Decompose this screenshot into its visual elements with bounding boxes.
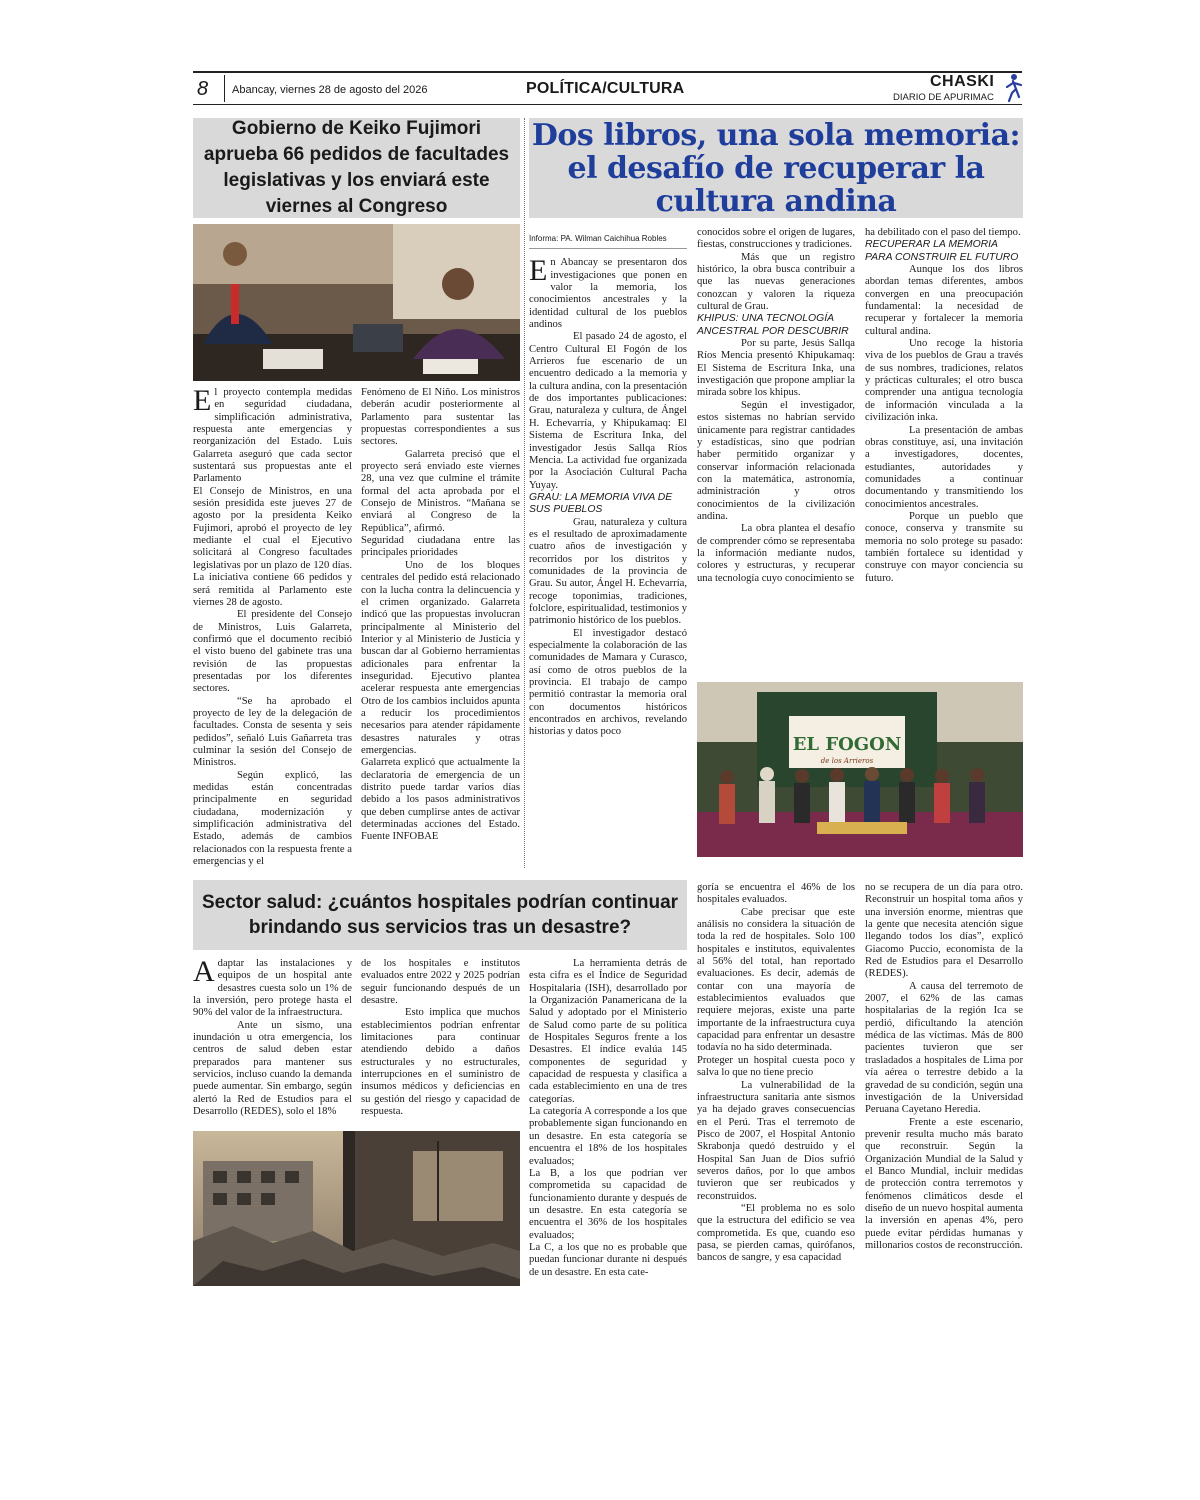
article1-column-1	[193, 384, 352, 868]
article3-column-2	[361, 958, 520, 1118]
paragraph: Aunque los dos libros abordan temas diferentes, ambos convergen en una preocupación fundamental: la necesidad de recuperar y fortalecer la memoria cultural andina.	[865, 264, 1023, 337]
paragraph: conocidos sobre el origen de lugares, fiestas, construcciones y tradiciones.	[697, 227, 855, 251]
article2-column-3	[865, 227, 1023, 585]
paragraph: Según el investigador, estos sistemas no habrían servido únicamente para registrar cantidades y estadísticas, sino que podrían haber permitido organizar y conservar información relacionada con la matemática, astronomía, administración y otros conocimientos de la civilización andina.	[697, 399, 855, 522]
article3-photo-destroyed-hospital	[193, 1131, 520, 1286]
newspaper-subtitle: DIARIO DE APURIMAC	[893, 92, 994, 103]
article3-headline: Sector salud: ¿cuántos hospitales podrían continuar brindando sus servicios tras un desastre?	[201, 892, 679, 938]
paragraph: La presentación de ambas obras constituye, así, una invitación a investigadores, docentes, estudiantes, autoridades y comunidades a continuar documentando y transmitiendo los conocimientos ancestrales.	[865, 424, 1023, 510]
paragraph: Esto implica que muchos establecimientos podrían enfrentar limitaciones para continuar atendiendo debido a daños estructurales y no estructurales, interrupciones en el suministro de insumos médicos y deficiencias en su gestión del riesgo y capacidad de respuesta.	[361, 1007, 520, 1118]
subheading: GRAU: LA MEMORIA VIVA DE SUS PUEBLOS	[529, 491, 673, 516]
paragraph: La C, a los que no es probable que puedan funcionar durante ni después de un desastre. En esta cate-	[529, 1241, 687, 1278]
subheading: Seguridad ciudadana entre las principales prioridades	[361, 535, 520, 559]
subheading: KHIPUS: UNA TECNOLOGÍA ANCESTRAL POR DESCUBRIR	[697, 313, 849, 337]
header-separator	[224, 75, 225, 102]
newspaper-brand: CHASKI	[930, 73, 995, 90]
paragraph: Por su parte, Jesús Sallqa Ríos Mencia presentó Khipukamaq: El Sistema de Escritura Inka, una investigación que propone ampliar la mirada sobre los khipus.	[697, 338, 855, 399]
paragraph: “El problema no es solo que la estructura del edificio se vea comprometida. Es que, cuando eso pasa, se pierden camas, quirófanos, bancos de sangre, y esa capacidad	[697, 1202, 855, 1264]
article2-headline: Dos libros, una sola memoria: el desafío de recuperar la cultura andina	[531, 117, 1021, 219]
section-title: POLÍTICA/CULTURA	[526, 80, 685, 97]
paragraph: La categoría A corresponde a los que probablemente sigan funcionando en un desastre. En esta categoría se encuentra el 18% de los hospitales evaluados;	[529, 1106, 687, 1167]
article3-headline-box	[193, 880, 687, 950]
paragraph: Cabe precisar que este análisis no considera la situación de toda la red de hospitales. Solo 100 hospitales e institutos, equivalentes al 56% del total, han reportado evaluaciones. Es decir, además de contar con una mayoría de establecimientos evaluados que requiere mejoras, existe una parte importante de la infraestructura cuya capacidad para enfrentar un desastre todavía no ha sido determinada.	[697, 906, 855, 1054]
paragraph: n Abancay se presentaron dos investigaciones que ponen en valor la memoria, los conocimientos ancestrales y la identidad cultural de los pueblos andinos	[529, 257, 687, 331]
paragraph: El presidente del Consejo de Ministros, Luis Galarreta, confirmó que el documento recibió el visto bueno del gabinete tras una revisión de las propuestas presentadas por los diferentes sectores.	[193, 609, 352, 695]
column-divider	[524, 118, 525, 868]
paragraph: goría se encuentra el 46% de los hospitales evaluados.	[697, 882, 855, 906]
sign-text: EL FOGON	[792, 734, 902, 755]
article3-column-3	[529, 958, 687, 1279]
dropcap: A	[193, 955, 215, 988]
paragraph: daptar las instalaciones y equipos de un hospital ante desastres cuesta solo un 1% de la inversión, pero protege hasta el 90% del valor de la infraestructura.	[193, 958, 352, 1019]
paragraph: Grau, naturaleza y cultura es el resultado de aproximadamente cuatro años de investigación y recorridos por los distritos y comunidades de la provincia de Grau. Su autor, Ángel H. Echevarría, recoge toponimias, tradiciones, folclore, espiritualidad, testimonios y patrimonio histórico de los pueblos.	[529, 516, 687, 627]
header-top-rule	[193, 71, 1022, 73]
paragraph: Uno de los bloques centrales del pedido está relacionado con la lucha contra la delincuencia y el crimen organizado. Galarreta indicó que las propuestas involucran principalmente al Ministerio del Interior y al Ministerio de Justicia y buscan dar al Gobierno herramientas adicionales para enfrentar la inseguridad. Ejecutivo plantea acelerar respuesta ante emergencias Otro de los cambios incluidos apunta a reducir los procedimientos necesarios para atender rápidamente desastres naturales y otras emergencias.	[361, 559, 520, 756]
article1-headline: Gobierno de Keiko Fujimori aprueba 66 pedidos de facultades legislativas y los enviará este viernes al Congreso	[203, 118, 510, 217]
dropcap: E	[529, 254, 548, 288]
paragraph: l proyecto contempla medidas en seguridad ciudadana, simplificación administrativa, respuesta ante emergencias y reorganización del Estado. Luis Galarreta aseguró que cada sector sustentará sus propuestas ante el Parlamento	[193, 387, 352, 485]
paragraph: Según explicó, las medidas están concentradas principalmente en seguridad ciudadana, modernización y simplificación administrativa del Estado, además de cambios relacionados con la respuesta frente a emergencias y el	[193, 769, 352, 868]
paragraph: “Se ha aprobado el proyecto de ley de la delegación de facultades. Consta de sesenta y seis pedidos”, señaló Luis Gañarreta tras culminar la sesión del Consejo de Ministros.	[193, 695, 352, 769]
page-number: 8	[197, 78, 209, 100]
paragraph: Fenómeno de El Niño. Los ministros deberán acudir posteriormente al Parlamento para sustentar las propuestas correspondientes a sus sectores.	[361, 387, 520, 448]
paragraph: La B, a los que podrían ver comprometida su capacidad de funcionamiento durante y después de un desastre. En esta categoría se encuentra el 36% de los hospitales evaluados;	[529, 1167, 687, 1241]
paragraph: La vulnerabilidad de la infraestructura sanitaria ante sismos ya ha dejado graves consecuencias en el Perú. Tras el terremoto de Pisco de 2007, el Hospital Antonio Skrabonja quedó destruido y el Hospital San Juan de Dios sufrió severos daños, por lo que ambos tuvieron que ser reubicados y reconstruidos.	[697, 1079, 855, 1202]
paragraph: Ante un sismo, una inundación u otra emergencia, los centros de salud deben estar preparados para mantener sus servicios, incluso cuando la demanda puede aumentar. Sin embargo, según alertó la Red de Estudios para el Desarrollo (REDES), solo el 18%	[193, 1019, 352, 1118]
subheading: RECUPERAR LA MEMORIA PARA CONSTRUIR EL FUTURO	[865, 239, 1019, 263]
header-bottom-rule	[193, 104, 1022, 105]
article2-column-1	[529, 233, 687, 739]
paragraph: Porque un pueblo que conoce, conserva y transmite su memoria no solo protege su pasado: también fortalece su identidad y construye con mayor conciencia su futuro.	[865, 510, 1023, 584]
subheading: Proteger un hospital cuesta poco y salva lo que no tiene precio	[697, 1054, 855, 1079]
paragraph: El pasado 24 de agosto, el Centro Cultural El Fogón de los Arrieros fue escenario de un encuentro dedicado a la memoria y la cultura andina, con la presentación de dos importantes publicaciones: Grau, naturaleza y cultura, de Ángel H. Echevarría, y Khipukamaq: El Sistema de Escritura Inka, del investigador Jesús Sallqa Ríos Mencia. La actividad fue organizada por la Asociación Cultural Pacha Yuyay.	[529, 331, 687, 491]
issue-date: Abancay, viernes 28 de agosto del 2026	[232, 84, 428, 96]
paragraph: Galarreta explicó que actualmente la declaratoria de emergencia de un distrito puede tardar varios días debido a los pasos administrativos que deben cumplirse antes de activar determinadas acciones del Estado. Fuente INFOBAE	[361, 757, 520, 843]
article3-column-1	[193, 955, 352, 1118]
article2-photo-book-presentation	[697, 682, 1023, 857]
paragraph: Galarreta precisó que el proyecto será enviado este viernes 28, una vez que culmine el trámite formal del acta aprobada por el Consejo de Ministros. “Mañana se enviará al Congreso de la República”, afirmó.	[361, 448, 520, 534]
paragraph: de los hospitales e institutos evaluados entre 2022 y 2025 podrían seguir funcionando después de un desastre.	[361, 958, 520, 1007]
paragraph: ha debilitado con el paso del tiempo.	[865, 227, 1021, 238]
sign-subtext: de los Arrieros	[820, 757, 874, 765]
paragraph: La herramienta detrás de esta cifra es el Índice de Seguridad Hospitalaria (ISH), desarrollado por la Organización Panamericana de la Salud y adoptado por el Ministerio de Salud como parte de su política de Hospitales Seguros frente a los Desastres. El índice evalúa 145 componentes de seguridad y capacidad de respuesta y clasifica a cada establecimiento en una de tres categorías.	[529, 958, 687, 1105]
article2-headline-box	[529, 118, 1023, 218]
paragraph: A causa del terremoto de 2007, el 62% de las camas hospitalarias de la región Ica se perdió, dificultando la atención médica de las víctimas. Más de 800 pacientes tuvieron que ser trasladados a hospitales de Lima por vía aérea o terrestre debido a la gravedad de su condición, según una investigación de la Universidad Peruana Cayetano Heredia.	[865, 980, 1023, 1116]
dropcap: E	[193, 384, 212, 417]
article3-column-4	[697, 882, 855, 1265]
chaski-runner-logo	[1003, 73, 1023, 103]
paragraph: no se recupera de un día para otro. Reconstruir un hospital toma años y una inversión enorme, mientras que la gente que necesita atención sigue llegando todos los días”, explicó Giacomo Puccio, economista de la Red de Estudios para el Desarrollo (REDES).	[865, 882, 1023, 980]
article1-headline-box	[193, 118, 520, 218]
paragraph: El Consejo de Ministros, en una sesión presidida este jueves 27 de agosto por la presidenta Keiko Fujimori, aprobó el proyecto de ley mediante el cual el Ejecutivo solicitará al Congreso facultades legislativas por un plazo de 120 días. La iniciativa contiene 66 pedidos y será remitida al Parlamento este viernes 28 de agosto.	[193, 485, 352, 608]
paragraph: Uno recoge la historia viva de los pueblos de Grau a través de sus nombres, tradiciones, relatos y prácticas culturales; el otro busca comprender una antigua tecnología de información vinculada a la civilización inka.	[865, 338, 1023, 424]
article2-column-2	[697, 227, 855, 585]
paragraph: El investigador destacó especialmente la colaboración de las comunidades de Mamara y Curasco, así como de otros pueblos de la provincia. El trabajo de campo permitió contrastar la memoria oral con documentos históricos encontrados en archivos, revelando historias y datos poco	[529, 627, 687, 738]
article3-column-5	[865, 882, 1023, 1252]
paragraph: La obra plantea el desafío de comprender cómo se representaba la información mediante nudos, colores y estructuras, y recuperar una tecnología cuyo conocimiento se	[697, 523, 855, 584]
article1-photo-cabinet-session	[193, 224, 520, 381]
paragraph: Frente a este escenario, prevenir resulta mucho más barato que reconstruir. Según la Organización Mundial de la Salud y el Banco Mundial, incluir medidas de protección contra terremotos y fenómenos climáticos desde el diseño de un nuevo hospital aumenta la inversión en apenas 4%, pero puede evitar pérdidas humanas y millonarios costos de reconstrucción.	[865, 1116, 1023, 1251]
author-credit: Informa: PA. Wilman Caichihua Robles	[529, 233, 687, 249]
article1-column-2	[361, 387, 520, 844]
paragraph: Más que un registro histórico, la obra busca contribuir a que las nuevas generaciones conozcan y valoren la riqueza cultural de Grau.	[697, 251, 855, 313]
